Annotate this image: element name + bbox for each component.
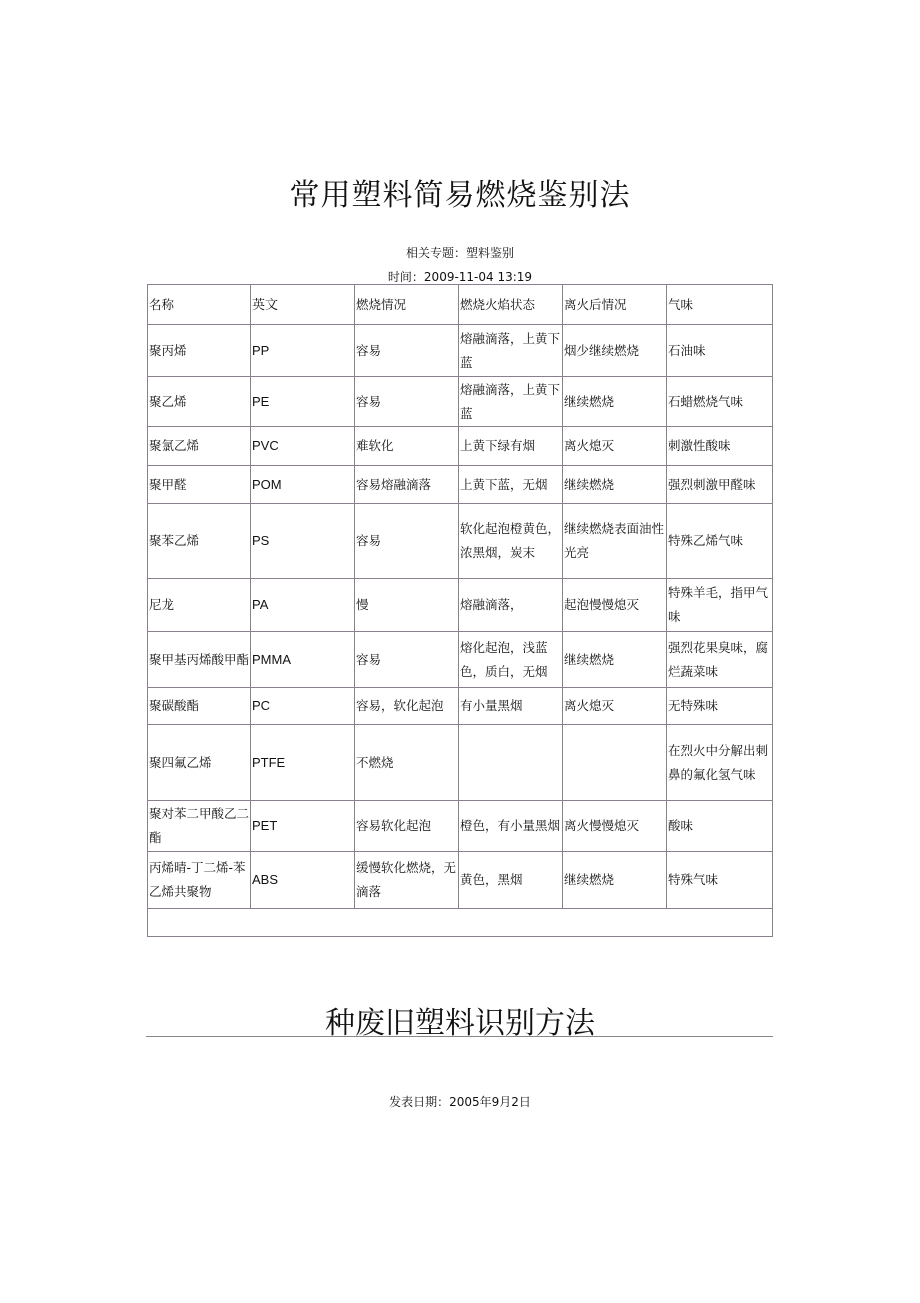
table-row (148, 688, 773, 725)
table-cell: 特殊气味 (667, 852, 773, 909)
table-cell: 名称 (148, 285, 251, 325)
table-cell: 聚碳酸酯 (148, 688, 251, 725)
table-cell: 聚氯乙烯 (148, 427, 251, 466)
table-cell: 有小量黑烟 (459, 688, 563, 725)
table-cell: 熔融滴落， (459, 579, 563, 632)
table-cell: 不燃烧 (355, 725, 459, 801)
table-row (148, 801, 773, 852)
table-cell: 聚苯乙烯 (148, 504, 251, 579)
table-cell: ABS (251, 852, 355, 909)
divider (146, 1036, 773, 1037)
table-cell: 起泡慢慢熄灭 (563, 579, 667, 632)
table-cell: 离火熄灭 (563, 688, 667, 725)
table-cell: 特殊羊毛，指甲气味 (667, 579, 773, 632)
table-cell: 容易熔融滴落 (355, 466, 459, 504)
table-cell (563, 725, 667, 801)
table-cell: 聚甲基丙烯酸甲酯 (148, 632, 251, 688)
table-cell: 离火后情况 (563, 285, 667, 325)
table-cell: 刺激性酸味 (667, 427, 773, 466)
table-cell: 强烈花果臭味，腐烂蔬菜味 (667, 632, 773, 688)
table-cell: POM (251, 466, 355, 504)
table-cell: 继续燃烧 (563, 852, 667, 909)
table-cell: PET (251, 801, 355, 852)
table-cell: PTFE (251, 725, 355, 801)
table-cell: 尼龙 (148, 579, 251, 632)
section-title: 种废旧塑料识别方法 (325, 1006, 595, 1041)
table-cell: 酸味 (667, 801, 773, 852)
table-cell: 容易 (355, 377, 459, 427)
table-cell: 强烈刺激甲醛味 (667, 466, 773, 504)
table-row (148, 632, 773, 688)
table-cell: 上黄下蓝，无烟 (459, 466, 563, 504)
table-cell: 特殊乙烯气味 (667, 504, 773, 579)
table-cell: 橙色，有小量黑烟 (459, 801, 563, 852)
table-cell: 黄色，黑烟 (459, 852, 563, 909)
table-row (148, 725, 773, 801)
table-cell: 熔融滴落，上黄下蓝 (459, 377, 563, 427)
page-title: 常用塑料简易燃烧鉴别法 (289, 178, 631, 213)
table-cell: 燃烧火焰状态 (459, 285, 563, 325)
table-row (148, 852, 773, 909)
table-cell: 容易 (355, 325, 459, 377)
table-cell: 继续燃烧 (563, 466, 667, 504)
table-cell: PVC (251, 427, 355, 466)
plastic-burning-table (147, 284, 773, 937)
empty-cell (148, 909, 773, 937)
table-cell: 缓慢软化燃烧，无滴落 (355, 852, 459, 909)
table-cell: 容易软化起泡 (355, 801, 459, 852)
table-cell: 容易 (355, 504, 459, 579)
table-cell: 英文 (251, 285, 355, 325)
table-cell: 丙烯晴-丁二烯-苯乙烯共聚物 (148, 852, 251, 909)
table-cell: 石蜡燃烧气味 (667, 377, 773, 427)
table-cell: 离火熄灭 (563, 427, 667, 466)
table-cell: PA (251, 579, 355, 632)
table-cell: PS (251, 504, 355, 579)
table-row (148, 427, 773, 466)
table-row (148, 377, 773, 427)
empty-row (148, 909, 773, 937)
table-cell: 聚乙烯 (148, 377, 251, 427)
table-cell: 难软化 (355, 427, 459, 466)
table-cell: 熔融滴落，上黄下蓝 (459, 325, 563, 377)
table-cell: 离火慢慢熄灭 (563, 801, 667, 852)
table-cell: 燃烧情况 (355, 285, 459, 325)
table-cell: 聚甲醛 (148, 466, 251, 504)
table-cell (459, 725, 563, 801)
timestamp: 时间：2009-11-04 13:19 (387, 270, 533, 284)
table-cell: 软化起泡橙黄色，浓黑烟，炭末 (459, 504, 563, 579)
table-cell: 聚丙烯 (148, 325, 251, 377)
related-topic: 相关专题：塑料鉴别 (405, 246, 514, 260)
table-cell: 无特殊味 (667, 688, 773, 725)
table-row (148, 504, 773, 579)
table-cell: 继续燃烧 (563, 377, 667, 427)
table-row (148, 466, 773, 504)
table-cell: 聚对苯二甲酸乙二酯 (148, 801, 251, 852)
table-cell: 容易 (355, 632, 459, 688)
table-row (148, 325, 773, 377)
table-cell: 气味 (667, 285, 773, 325)
table-cell: 继续燃烧 (563, 632, 667, 688)
table-cell: 烟少继续燃烧 (563, 325, 667, 377)
table-cell: PE (251, 377, 355, 427)
publish-date: 发表日期：2005年9月2日 (389, 1095, 531, 1109)
table-row (148, 579, 773, 632)
table-cell: 在烈火中分解出刺鼻的氟化氢气味 (667, 725, 773, 801)
table-cell: PMMA (251, 632, 355, 688)
table-cell: 聚四氟乙烯 (148, 725, 251, 801)
table-header-row (148, 285, 773, 325)
table-cell: PP (251, 325, 355, 377)
table-cell: 石油味 (667, 325, 773, 377)
table-cell: 继续燃烧表面油性光亮 (563, 504, 667, 579)
table-cell: 上黄下绿有烟 (459, 427, 563, 466)
table-cell: 容易，软化起泡 (355, 688, 459, 725)
table-cell: 慢 (355, 579, 459, 632)
table-cell: PC (251, 688, 355, 725)
table-cell: 熔化起泡，浅蓝色，质白，无烟 (459, 632, 563, 688)
